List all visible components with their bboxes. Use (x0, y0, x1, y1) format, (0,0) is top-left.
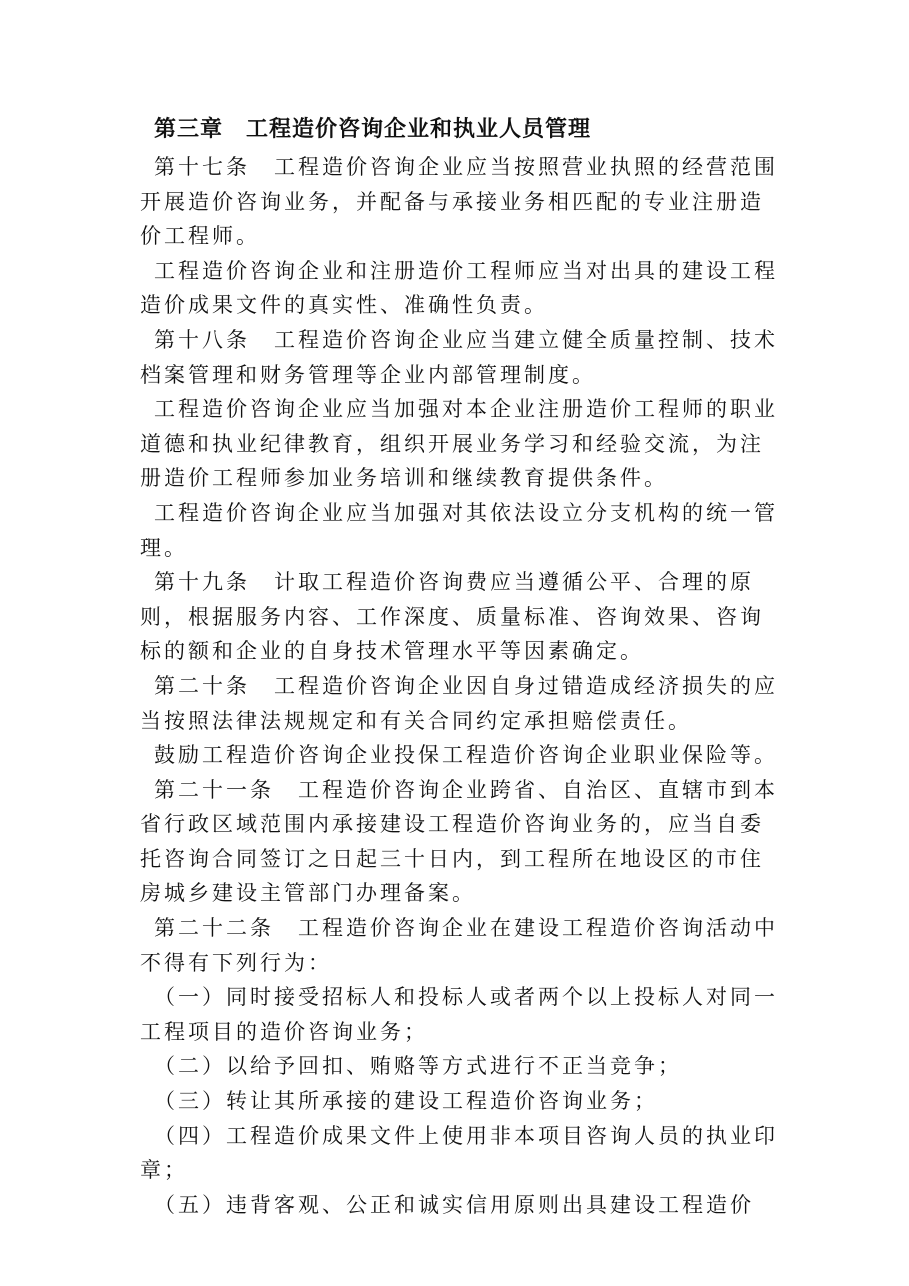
article-22-item-2: （二）以给予回扣、贿赂等方式进行不正当竞争； (154, 1054, 682, 1079)
article-22-item-1: （一）同时接受招标人和投标人或者两个以上投标人对同一工程项目的造价咨询业务； (140, 985, 778, 1044)
article-17-clause-2: 工程造价咨询企业和注册造价工程师应当对出具的建设工程造价成果文件的真实性、准确性负责。 (140, 258, 778, 318)
article-22-item-4: （四）工程造价成果文件上使用非本项目咨询人员的执业印章； (140, 1123, 778, 1183)
article-18-clause-3: 工程造价咨询企业应当加强对其依法设立分支机构的统一管理。 (140, 500, 778, 560)
article-18: 第十八条 工程造价咨询企业应当建立健全质量控制、技术档案管理和财务管理等企业内部管理制度。 (140, 327, 778, 387)
article-17: 第十七条 工程造价咨询企业应当按照营业执照的经营范围开展造价咨询业务，并配备与承接业务相匹配的专业注册造价工程师。 (140, 155, 778, 249)
article-20-clause-2: 鼓励工程造价咨询企业投保工程造价咨询企业职业保险等。 (154, 743, 778, 768)
article-22-item-5: （五）违背客观、公正和诚实信用原则出具建设工程造价 (154, 1192, 754, 1217)
article-21: 第二十一条 工程造价咨询企业跨省、自治区、直辖市到本省行政区域范围内承接建设工程造价咨询业务的，应当自委托咨询合同签订之日起三十日内，到工程所在地设区的市住房城乡建设主管部门办理备案。 (140, 777, 778, 906)
article-20: 第二十条 工程造价咨询企业因自身过错造成经济损失的应当按照法律法规规定和有关合同约定承担赔偿责任。 (140, 673, 778, 733)
article-22-item-3: （三）转让其所承接的建设工程造价咨询业务； (154, 1089, 658, 1114)
article-22: 第二十二条 工程造价咨询企业在建设工程造价咨询活动中不得有下列行为： (140, 916, 778, 975)
article-18-clause-2: 工程造价咨询企业应当加强对本企业注册造价工程师的职业道德和执业纪律教育，组织开展业务学习和经验交流，为注册造价工程师参加业务培训和继续教育提供条件。 (140, 397, 778, 491)
chapter-title: 第三章 工程造价咨询企业和执业人员管理 (154, 117, 592, 142)
document-body (140, 110, 780, 1222)
article-19: 第十九条 计取工程造价咨询费应当遵循公平、合理的原则，根据服务内容、工作深度、质量标准、咨询效果、咨询标的额和企业的自身技术管理水平等因素确定。 (140, 570, 764, 664)
